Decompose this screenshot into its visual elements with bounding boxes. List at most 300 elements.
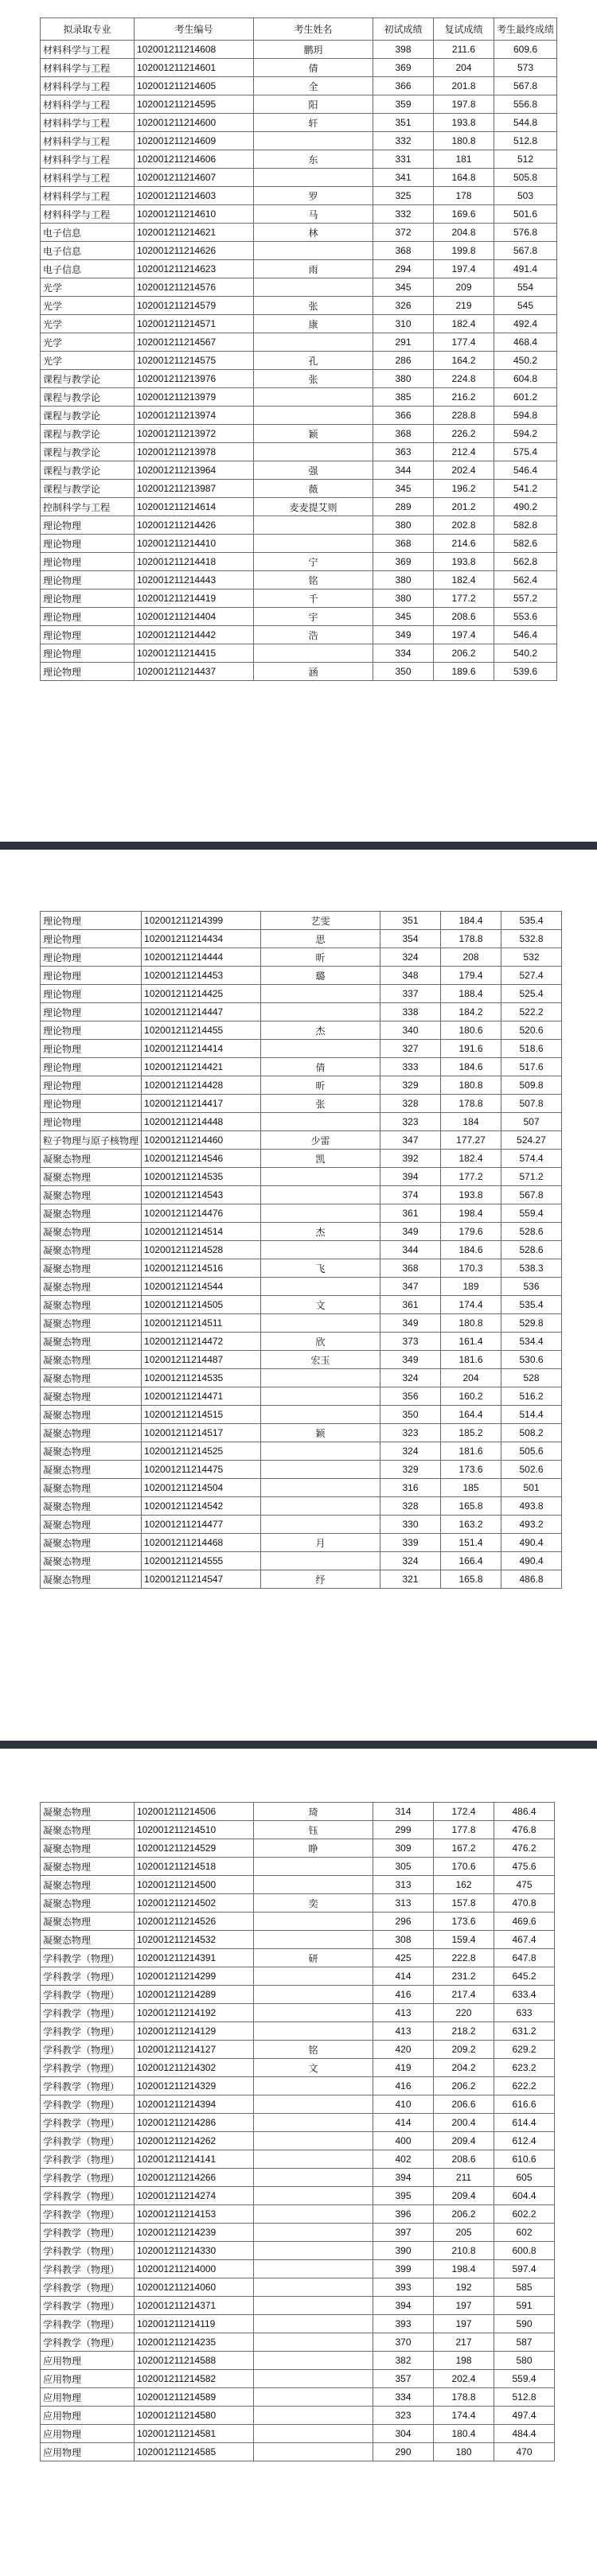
cell-final-score: 516.2	[501, 1387, 562, 1406]
cell-name	[254, 2333, 373, 2352]
table-row	[41, 948, 562, 967]
cell-exam-id: 102001211214477	[142, 1516, 261, 1534]
cell-exam-id: 102001211214421	[142, 1058, 261, 1076]
admission-table-page-1	[40, 18, 557, 681]
cell-final-score: 633.4	[494, 1986, 555, 2004]
cell-retest-score: 228.8	[434, 407, 494, 425]
cell-exam-id: 102001211214302	[135, 2059, 254, 2077]
cell-initial-score: 334	[373, 644, 434, 663]
table-row	[41, 1894, 555, 1913]
table-row	[41, 626, 557, 644]
cell-final-score: 507	[501, 1113, 562, 1131]
cell-initial-score: 402	[373, 2150, 434, 2169]
cell-initial-score: 294	[373, 260, 434, 278]
cell-name	[254, 388, 373, 407]
cell-name: 林	[254, 224, 373, 242]
cell-major: 凝聚态物理	[41, 1406, 142, 1424]
table-row	[41, 2095, 555, 2114]
cell-exam-id: 102001211214505	[142, 1296, 261, 1314]
table-row	[41, 644, 557, 663]
table-row	[41, 912, 562, 930]
cell-retest-score: 173.6	[441, 1461, 501, 1479]
table-row	[41, 2407, 555, 2425]
table-row	[41, 1986, 555, 2004]
table-body	[41, 1803, 555, 2461]
cell-retest-score: 179.4	[441, 967, 501, 985]
cell-name	[254, 2114, 373, 2132]
cell-retest-score: 197.4	[434, 626, 494, 644]
cell-retest-score: 204.2	[434, 2059, 494, 2077]
cell-final-score: 591	[494, 2297, 555, 2315]
cell-initial-score: 400	[373, 2132, 434, 2150]
cell-retest-score: 211	[434, 2169, 494, 2187]
cell-retest-score: 214.6	[434, 535, 494, 553]
cell-initial-score: 291	[373, 333, 434, 352]
cell-exam-id: 102001211213979	[135, 388, 254, 407]
cell-initial-score: 416	[373, 2077, 434, 2095]
cell-name: 强	[254, 461, 373, 480]
cell-major: 理论物理	[41, 663, 135, 681]
cell-final-score: 601.2	[494, 388, 557, 407]
table-row	[41, 1821, 555, 1839]
cell-retest-score: 161.4	[441, 1333, 501, 1351]
cell-exam-id: 102001211214543	[142, 1186, 261, 1204]
cell-exam-id: 102001211214399	[142, 912, 261, 930]
table-row	[41, 1186, 562, 1204]
table-row	[41, 663, 557, 681]
cell-exam-id: 102001211214610	[135, 205, 254, 224]
cell-exam-id: 102001211214447	[142, 1003, 261, 1021]
cell-initial-score: 324	[380, 1552, 441, 1570]
cell-final-score: 633	[494, 2004, 555, 2022]
cell-exam-id: 102001211214239	[135, 2224, 254, 2242]
cell-major: 学科教学（物理）	[41, 2077, 135, 2095]
cell-retest-score: 162	[434, 1876, 494, 1894]
cell-final-score: 534.4	[501, 1333, 562, 1351]
table-row	[41, 590, 557, 608]
document-page-3	[0, 1770, 597, 2576]
cell-name: 研	[254, 1949, 373, 1967]
cell-name: 薇	[254, 480, 373, 498]
cell-final-score: 567.8	[494, 77, 557, 95]
table-row	[41, 1858, 555, 1876]
cell-initial-score: 349	[380, 1223, 441, 1241]
cell-exam-id: 102001211214515	[142, 1406, 261, 1424]
cell-initial-score: 349	[380, 1351, 441, 1369]
cell-exam-id: 102001211214371	[135, 2297, 254, 2315]
cell-retest-score: 170.6	[434, 1858, 494, 1876]
cell-name: 铭	[254, 571, 373, 590]
cell-exam-id: 102001211214555	[142, 1552, 261, 1570]
cell-retest-score: 206.6	[434, 2095, 494, 2114]
cell-name	[254, 2004, 373, 2022]
cell-retest-score: 211.6	[434, 41, 494, 59]
cell-final-score: 530.6	[501, 1351, 562, 1369]
cell-name: 睁	[254, 1839, 373, 1858]
cell-initial-score: 416	[373, 1986, 434, 2004]
header-exam-id: 考生编号	[135, 18, 254, 41]
cell-name	[254, 1858, 373, 1876]
cell-exam-id: 102001211214153	[135, 2205, 254, 2224]
cell-initial-score: 286	[373, 352, 434, 370]
cell-retest-score: 151.4	[441, 1534, 501, 1552]
cell-major: 光学	[41, 333, 135, 352]
table-row	[41, 1278, 562, 1296]
cell-name: 杰	[261, 1223, 380, 1241]
cell-retest-score: 180	[434, 2443, 494, 2461]
cell-major: 粒子物理与原子核物理	[41, 1131, 142, 1150]
cell-exam-id: 102001211214442	[135, 626, 254, 644]
cell-final-score: 546.4	[494, 626, 557, 644]
cell-final-score: 522.2	[501, 1003, 562, 1021]
cell-initial-score: 357	[373, 2370, 434, 2388]
cell-retest-score: 184.2	[441, 1003, 501, 1021]
cell-initial-score: 366	[373, 77, 434, 95]
cell-initial-score: 328	[380, 1095, 441, 1113]
cell-initial-score: 394	[380, 1168, 441, 1186]
cell-final-score: 501	[501, 1479, 562, 1497]
cell-major: 凝聚态物理	[41, 1552, 142, 1570]
table-row	[41, 278, 557, 297]
cell-retest-score: 180.8	[434, 132, 494, 150]
cell-final-score: 493.2	[501, 1516, 562, 1534]
cell-final-score: 612.4	[494, 2132, 555, 2150]
cell-name: 奕	[254, 1894, 373, 1913]
cell-name	[254, 2022, 373, 2041]
cell-name: 宇	[254, 608, 373, 626]
cell-name: 昕	[261, 1076, 380, 1095]
cell-name	[254, 2242, 373, 2260]
cell-major: 凝聚态物理	[41, 1314, 142, 1333]
cell-name	[261, 1552, 380, 1570]
cell-retest-score: 184	[441, 1113, 501, 1131]
cell-retest-score: 163.2	[441, 1516, 501, 1534]
cell-retest-score: 210.8	[434, 2242, 494, 2260]
cell-name: 钰	[254, 1821, 373, 1839]
cell-name	[254, 2443, 373, 2461]
cell-initial-score: 325	[373, 187, 434, 205]
cell-final-score: 491.4	[494, 260, 557, 278]
cell-retest-score: 165.8	[441, 1497, 501, 1516]
cell-major: 凝聚态物理	[41, 1913, 135, 1931]
cell-major: 学科教学（物理）	[41, 2114, 135, 2132]
cell-initial-score: 309	[373, 1839, 434, 1858]
cell-initial-score: 334	[373, 2388, 434, 2407]
cell-exam-id: 102001211214404	[135, 608, 254, 626]
cell-major: 材料科学与工程	[41, 77, 135, 95]
cell-retest-score: 218.2	[434, 2022, 494, 2041]
table-row	[41, 1497, 562, 1516]
admission-table-page-2	[40, 911, 562, 1589]
cell-final-score: 614.4	[494, 2114, 555, 2132]
cell-retest-score: 180.4	[434, 2425, 494, 2443]
cell-major: 学科教学（物理）	[41, 2205, 135, 2224]
cell-exam-id: 102001211214546	[142, 1150, 261, 1168]
cell-name	[254, 278, 373, 297]
cell-retest-score: 204	[434, 59, 494, 77]
cell-exam-id: 102001211214600	[135, 114, 254, 132]
cell-final-score: 616.6	[494, 2095, 555, 2114]
cell-exam-id: 102001211214535	[142, 1168, 261, 1186]
cell-initial-score: 305	[373, 1858, 434, 1876]
cell-final-score: 503	[494, 187, 557, 205]
cell-retest-score: 178.8	[441, 1095, 501, 1113]
cell-exam-id: 102001211214060	[135, 2278, 254, 2297]
cell-final-score: 602.2	[494, 2205, 555, 2224]
cell-exam-id: 102001211214621	[135, 224, 254, 242]
cell-initial-score: 324	[380, 948, 441, 967]
cell-initial-score: 380	[373, 571, 434, 590]
cell-retest-score: 177.27	[441, 1131, 501, 1150]
cell-retest-score: 160.2	[441, 1387, 501, 1406]
cell-name	[254, 2388, 373, 2407]
cell-name: 鹏玥	[254, 41, 373, 59]
header-final-score: 考生最终成绩	[494, 18, 557, 41]
cell-exam-id: 102001211214286	[135, 2114, 254, 2132]
cell-exam-id: 102001211214443	[135, 571, 254, 590]
cell-major: 凝聚态物理	[41, 1241, 142, 1259]
cell-retest-score: 189.6	[434, 663, 494, 681]
cell-major: 材料科学与工程	[41, 114, 135, 132]
cell-major: 凝聚态物理	[41, 1223, 142, 1241]
cell-retest-score: 198	[434, 2352, 494, 2370]
cell-retest-score: 181.6	[441, 1442, 501, 1461]
cell-major: 应用物理	[41, 2407, 135, 2425]
cell-major: 凝聚态物理	[41, 1442, 142, 1461]
cell-major: 学科教学（物理）	[41, 1986, 135, 2004]
cell-exam-id: 102001211214529	[135, 1839, 254, 1858]
cell-retest-score: 166.4	[441, 1552, 501, 1570]
cell-name	[254, 2370, 373, 2388]
cell-major: 理论物理	[41, 590, 135, 608]
cell-name: 少雷	[261, 1131, 380, 1150]
cell-retest-score: 209.2	[434, 2041, 494, 2059]
cell-major: 电子信息	[41, 260, 135, 278]
cell-major: 凝聚态物理	[41, 1497, 142, 1516]
cell-major: 理论物理	[41, 930, 142, 948]
cell-major: 学科教学（物理）	[41, 1967, 135, 1986]
cell-exam-id: 102001211214589	[135, 2388, 254, 2407]
cell-major: 材料科学与工程	[41, 132, 135, 150]
cell-name: 昕	[261, 948, 380, 967]
cell-exam-id: 102001211214623	[135, 260, 254, 278]
cell-retest-score: 164.2	[434, 352, 494, 370]
cell-name	[261, 1113, 380, 1131]
table-row	[41, 2224, 555, 2242]
cell-name: 倩	[261, 1058, 380, 1076]
cell-initial-score: 344	[380, 1241, 441, 1259]
cell-retest-score: 209.4	[434, 2132, 494, 2150]
cell-name	[254, 443, 373, 461]
cell-major: 凝聚态物理	[41, 1333, 142, 1351]
cell-initial-score: 313	[373, 1894, 434, 1913]
cell-retest-score: 165.8	[441, 1570, 501, 1589]
cell-final-score: 554	[494, 278, 557, 297]
cell-retest-score: 169.6	[434, 205, 494, 224]
cell-retest-score: 184.4	[441, 912, 501, 930]
cell-retest-score: 178.8	[434, 2388, 494, 2407]
cell-major: 凝聚态物理	[41, 1387, 142, 1406]
table-row	[41, 535, 557, 553]
cell-exam-id: 102001211214460	[142, 1131, 261, 1150]
table-row	[41, 169, 557, 187]
table-row	[41, 1058, 562, 1076]
cell-initial-score: 331	[373, 150, 434, 169]
cell-retest-score: 220	[434, 2004, 494, 2022]
cell-name	[261, 1186, 380, 1204]
header-name: 考生姓名	[254, 18, 373, 41]
cell-major: 课程与教学论	[41, 370, 135, 388]
cell-initial-score: 413	[373, 2022, 434, 2041]
header-major: 拟录取专业	[41, 18, 135, 41]
cell-initial-score: 332	[373, 205, 434, 224]
cell-name: 麦麦提艾则	[254, 498, 373, 516]
cell-exam-id: 102001211214329	[135, 2077, 254, 2095]
cell-retest-score: 180.8	[441, 1076, 501, 1095]
cell-final-score: 540.2	[494, 644, 557, 663]
page-separator	[0, 1741, 597, 1749]
cell-initial-score: 310	[373, 315, 434, 333]
table-row	[41, 1113, 562, 1131]
cell-name	[254, 2315, 373, 2333]
cell-final-score: 470	[494, 2443, 555, 2461]
cell-retest-score: 209	[434, 278, 494, 297]
cell-name	[261, 1387, 380, 1406]
cell-retest-score: 197.4	[434, 260, 494, 278]
cell-retest-score: 201.2	[434, 498, 494, 516]
cell-name	[254, 1967, 373, 1986]
cell-name: 颖	[261, 1424, 380, 1442]
document-page-1	[0, 0, 597, 827]
cell-initial-score: 296	[373, 1913, 434, 1931]
cell-major: 材料科学与工程	[41, 205, 135, 224]
cell-exam-id: 102001211214608	[135, 41, 254, 59]
cell-retest-score: 208.6	[434, 2150, 494, 2169]
cell-exam-id: 102001211214444	[142, 948, 261, 967]
cell-major: 理论物理	[41, 626, 135, 644]
cell-major: 学科教学（物理）	[41, 2260, 135, 2278]
cell-name: 琦	[254, 1803, 373, 1821]
cell-final-score: 609.6	[494, 41, 557, 59]
cell-final-score: 486.4	[494, 1803, 555, 1821]
table-row	[41, 516, 557, 535]
cell-retest-score: 174.4	[441, 1296, 501, 1314]
cell-major: 学科教学（物理）	[41, 2315, 135, 2333]
table-row	[41, 2315, 555, 2333]
cell-retest-score: 184.6	[441, 1241, 501, 1259]
cell-final-score: 559.4	[501, 1204, 562, 1223]
cell-exam-id: 102001211214468	[142, 1534, 261, 1552]
cell-exam-id: 102001211213972	[135, 425, 254, 443]
cell-final-score: 497.4	[494, 2407, 555, 2425]
cell-final-score: 469.6	[494, 1913, 555, 1931]
cell-initial-score: 410	[373, 2095, 434, 2114]
cell-exam-id: 102001211214614	[135, 498, 254, 516]
cell-major: 材料科学与工程	[41, 169, 135, 187]
cell-name	[254, 2205, 373, 2224]
cell-final-score: 559.4	[494, 2370, 555, 2388]
cell-retest-score: 212.4	[434, 443, 494, 461]
cell-exam-id: 102001211214418	[135, 553, 254, 571]
table-row	[41, 1876, 555, 1894]
cell-name: 倩	[254, 59, 373, 77]
table-row	[41, 1223, 562, 1241]
cell-major: 电子信息	[41, 242, 135, 260]
table-row	[41, 2333, 555, 2352]
cell-initial-score: 347	[380, 1278, 441, 1296]
cell-retest-score: 197	[434, 2297, 494, 2315]
cell-initial-score: 350	[380, 1406, 441, 1424]
cell-major: 凝聚态物理	[41, 1351, 142, 1369]
cell-major: 学科教学（物理）	[41, 2242, 135, 2260]
cell-retest-score: 222.8	[434, 1949, 494, 1967]
cell-retest-score: 192	[434, 2278, 494, 2297]
cell-exam-id: 102001211214127	[135, 2041, 254, 2059]
table-row	[41, 2150, 555, 2169]
cell-name: 思	[261, 930, 380, 948]
cell-retest-score: 197	[434, 2315, 494, 2333]
cell-name	[254, 2278, 373, 2297]
cell-final-score: 567.8	[494, 242, 557, 260]
cell-retest-score: 173.6	[434, 1913, 494, 1931]
cell-final-score: 535.4	[501, 912, 562, 930]
cell-final-score: 553.6	[494, 608, 557, 626]
cell-final-score: 600.8	[494, 2242, 555, 2260]
cell-retest-score: 199.8	[434, 242, 494, 260]
cell-major: 学科教学（物理）	[41, 2169, 135, 2187]
cell-major: 应用物理	[41, 2370, 135, 2388]
cell-initial-score: 340	[380, 1021, 441, 1040]
cell-initial-score: 368	[373, 242, 434, 260]
page-separator	[0, 842, 597, 850]
cell-retest-score: 226.2	[434, 425, 494, 443]
cell-final-score: 475.6	[494, 1858, 555, 1876]
table-row	[41, 2041, 555, 2059]
cell-initial-score: 413	[373, 2004, 434, 2022]
cell-name	[254, 2260, 373, 2278]
cell-exam-id: 102001211214535	[142, 1369, 261, 1387]
cell-major: 光学	[41, 297, 135, 315]
cell-major: 理论物理	[41, 553, 135, 571]
cell-name: 阳	[254, 95, 373, 114]
cell-retest-score: 180.8	[441, 1314, 501, 1333]
cell-name	[261, 1003, 380, 1021]
cell-name	[261, 1278, 380, 1296]
cell-retest-score: 174.4	[434, 2407, 494, 2425]
cell-exam-id: 102001211214514	[142, 1223, 261, 1241]
cell-name	[261, 1040, 380, 1058]
cell-initial-score: 369	[373, 553, 434, 571]
cell-exam-id: 102001211214289	[135, 1986, 254, 2004]
cell-retest-score: 219	[434, 297, 494, 315]
cell-initial-score: 380	[373, 590, 434, 608]
cell-major: 课程与教学论	[41, 461, 135, 480]
cell-initial-score: 356	[380, 1387, 441, 1406]
cell-major: 凝聚态物理	[41, 1839, 135, 1858]
cell-final-score: 645.2	[494, 1967, 555, 1986]
header-retest-score: 复试成绩	[434, 18, 494, 41]
cell-final-score: 594.8	[494, 407, 557, 425]
cell-final-score: 502.6	[501, 1461, 562, 1479]
cell-initial-score: 359	[373, 95, 434, 114]
cell-name: 文	[261, 1296, 380, 1314]
cell-major: 材料科学与工程	[41, 150, 135, 169]
cell-name: 东	[254, 150, 373, 169]
cell-exam-id: 102001211214579	[135, 297, 254, 315]
cell-initial-score: 361	[380, 1204, 441, 1223]
cell-retest-score: 180.6	[441, 1021, 501, 1040]
table-row	[41, 1314, 562, 1333]
